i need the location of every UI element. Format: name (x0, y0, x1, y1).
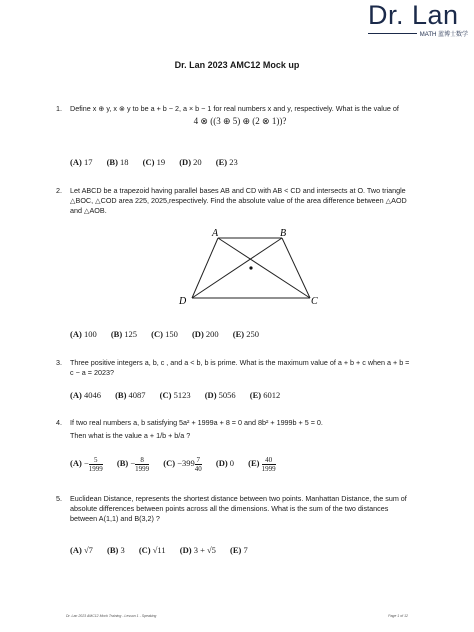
choice-d[interactable]: (D) 5056 (204, 390, 236, 400)
choice-a[interactable]: (A) 100 (70, 329, 97, 339)
choices-q3 (70, 390, 292, 400)
page-title: Dr. Lan 2023 AMC12 Mock up (174, 60, 300, 70)
choice-c[interactable]: (C) −399 $\frac{7}{40}$ (163, 456, 202, 473)
choice-d[interactable]: (D) 0 (215, 458, 235, 469)
question-text-line1: If two real numbers a, b satisfying 5a² + 1999a + 8 = 0 and 8b² + 1999b + 5 = 0. (70, 418, 323, 427)
logo (368, 2, 468, 40)
logo-sub-text: MATH 蓝博士数学 (419, 32, 468, 38)
vertex-c-label: C (311, 296, 318, 306)
question-text-line2: Then what is the value a + 1/b + b/a ? (70, 431, 191, 440)
choice-e[interactable]: (E) 250 (232, 329, 259, 339)
footer-page-number: Page 1 of 12 (388, 614, 408, 618)
question-text: Euclidean Distance, represents the shortest distance between two points. Manhattan Distance, the sum of absolute differences between points across all the dimensions. What is the sum of the two distances between A(1,1) and B(3,2) ? (70, 494, 407, 523)
choice-a[interactable]: (A) 4046 (70, 390, 101, 400)
question-1 (56, 104, 410, 126)
logo-subtitle (368, 29, 468, 38)
choice-b[interactable]: (B) − $\frac{8}{1999}$ (116, 456, 150, 473)
choice-c[interactable]: (C) 19 (142, 157, 166, 167)
logo-main-text: Dr. Lan (368, 0, 459, 30)
choice-a[interactable]: (A) √7 (70, 545, 93, 555)
choice-d[interactable]: (D) 20 (179, 157, 202, 167)
question-expression: 4 ⊗ ((3 ⊕ 5) ⊕ (2 ⊗ 1))? (193, 116, 287, 126)
choice-b[interactable]: (B) 3 (106, 545, 125, 555)
choice-e[interactable]: (E) 7 (230, 545, 248, 555)
question-number: 5. (56, 494, 62, 503)
question-4 (56, 418, 410, 441)
footer-left: Dr. Lan 2023 AMC12 Mock Training - Lesson 1 - Speaking (66, 614, 157, 618)
choice-a[interactable]: (A) 17 (70, 157, 93, 167)
question-number: 2. (56, 186, 62, 195)
question-number: 1. (56, 104, 62, 113)
point-o (249, 266, 252, 269)
choice-c[interactable]: (C) 5123 (159, 390, 191, 400)
trapezoid-diagram (170, 226, 330, 306)
question-2 (56, 186, 410, 216)
choice-d[interactable]: (D) 200 (191, 329, 219, 339)
vertex-a-label: A (212, 228, 219, 239)
choice-e[interactable]: (E) $\frac{40}{1999}$ (248, 456, 276, 473)
question-5 (56, 494, 410, 524)
question-3 (56, 358, 410, 378)
question-number: 4. (56, 418, 62, 427)
choices-q2 (70, 329, 271, 339)
choices-q1 (70, 157, 250, 167)
page-footer (66, 614, 408, 618)
choices-q4 (70, 456, 288, 473)
choice-a[interactable]: (A) − $\frac{5}{1999}$ (70, 456, 103, 473)
choice-c[interactable]: (C) 150 (151, 329, 178, 339)
question-text: Define x ⊕ y, x ⊗ y to be a + b − 2, a × b − 1 for real numbers x and y, respectively. What is the value of (70, 104, 399, 113)
question-text: Let ABCD be a trapezoid having parallel bases AB and CD with AB < CD and intersects at O. Two triangle △BOC, △COD area 225, 2025,respectively. Find the absolute value of the area difference between △AOD and △AOB. (70, 186, 407, 215)
vertex-b-label: B (280, 228, 287, 239)
choice-b[interactable]: (B) 18 (106, 157, 129, 167)
choices-q5 (70, 545, 260, 555)
choice-c[interactable]: (C) √11 (138, 545, 166, 555)
question-number: 3. (56, 358, 62, 367)
choice-e[interactable]: (E) 6012 (249, 390, 281, 400)
choice-e[interactable]: (E) 23 (215, 157, 238, 167)
choice-b[interactable]: (B) 125 (110, 329, 138, 339)
vertex-d-label: D (179, 296, 187, 306)
choice-b[interactable]: (B) 4087 (115, 390, 146, 400)
choice-d[interactable]: (D) 3 + √5 (179, 545, 216, 555)
question-text: Three positive integers a, b, c , and a < b, b is prime. What is the maximum value of a + b + c when a + b = c − a = 2023? (70, 358, 410, 377)
